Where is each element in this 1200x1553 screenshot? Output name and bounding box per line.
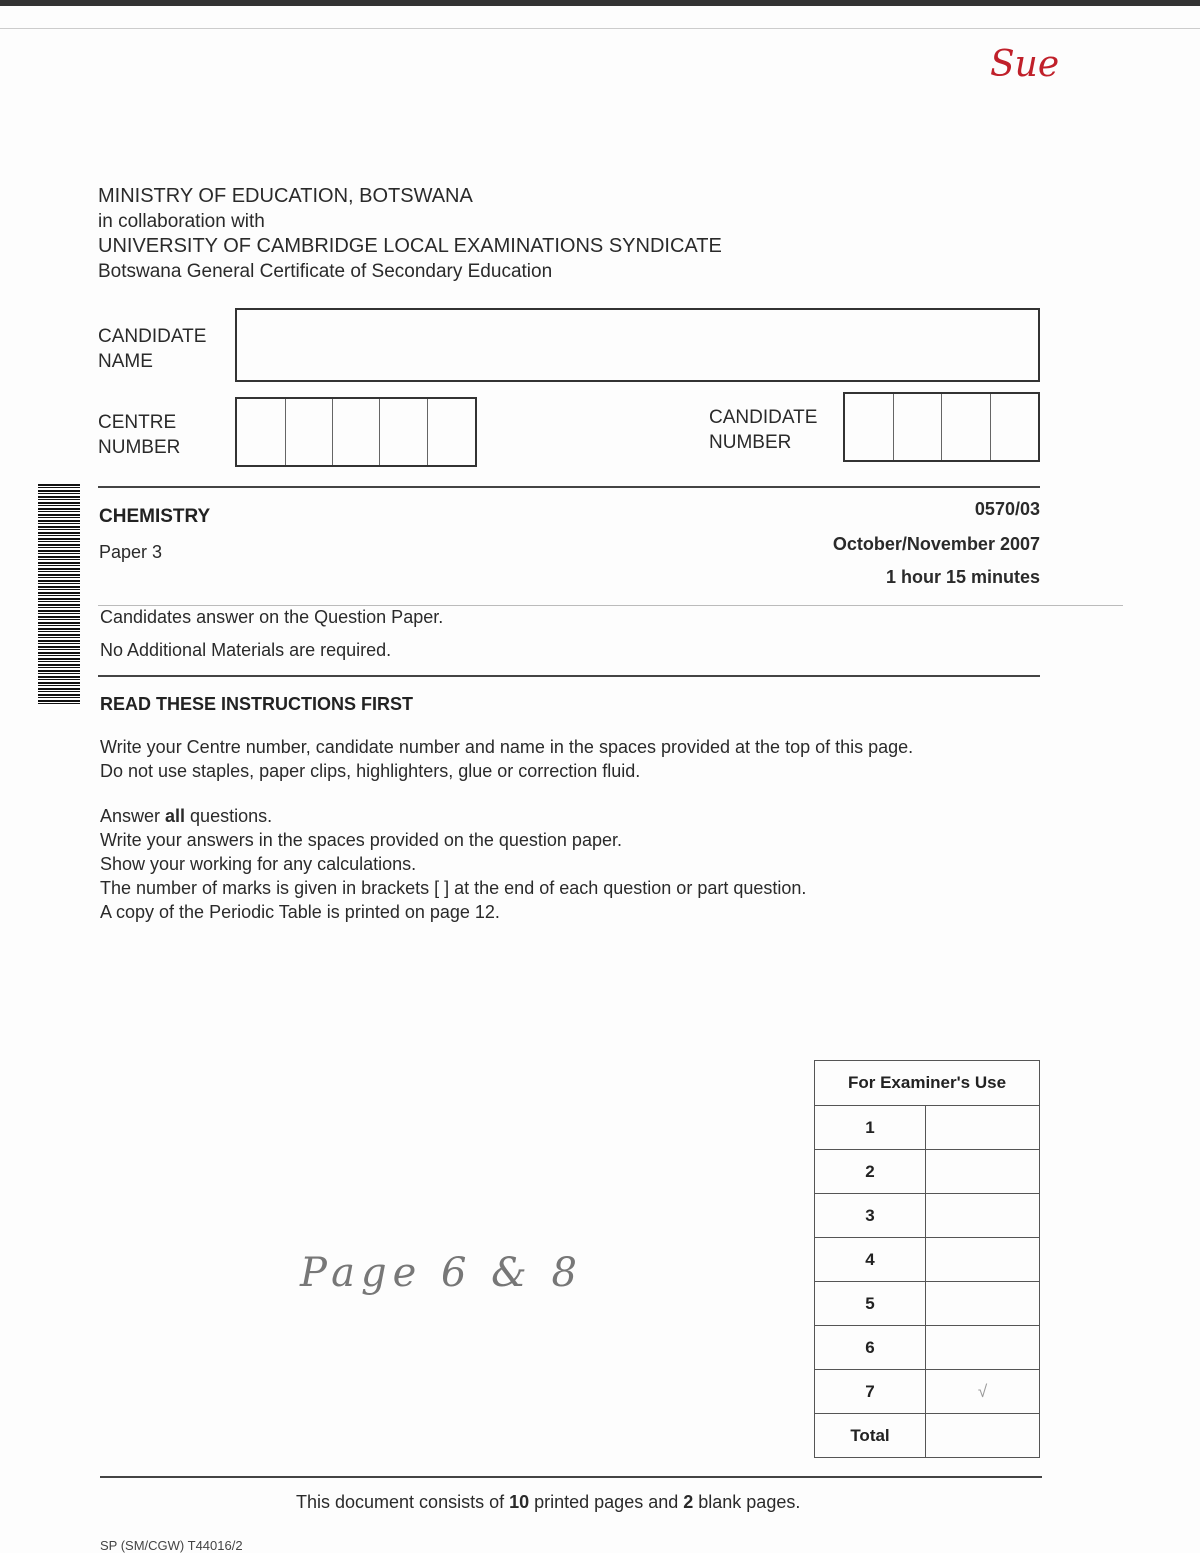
instruction-line: Show your working for any calculations.: [100, 854, 417, 874]
answer-all-pre: Answer: [100, 806, 166, 826]
instruction-line: Write your Centre number, candidate number and name in the spaces provided at the top of this page.: [100, 737, 914, 757]
table-row: [815, 1282, 1040, 1326]
candidate-number-label: [709, 405, 817, 455]
collaboration-line: in collaboration with: [98, 211, 265, 232]
centre-digit-divider: [285, 399, 286, 465]
mark-cell[interactable]: [926, 1194, 1040, 1238]
instructions-block-2: [100, 804, 806, 924]
materials-line-2: No Additional Materials are required.: [100, 640, 392, 660]
answer-all-bold: all: [165, 806, 186, 826]
total-label: Total: [815, 1414, 926, 1458]
question-number: 3: [815, 1194, 926, 1238]
candidate-number-label-line1: CANDIDATE: [709, 407, 818, 428]
materials-line-1: Candidates answer on the Question Paper.: [100, 607, 444, 627]
centre-number-label: [98, 410, 180, 460]
subject-title: CHEMISTRY: [99, 506, 211, 527]
question-number: 7: [815, 1370, 926, 1414]
scan-top-edge: [0, 0, 1200, 6]
table-row: [815, 1326, 1040, 1370]
divider-footer: [100, 1476, 1042, 1478]
blank-pages-count: 2: [683, 1492, 694, 1512]
handwritten-page-note: Page 6 & 8: [300, 1250, 583, 1296]
candidate-digit-divider: [941, 394, 942, 460]
document-code: SP (SM/CGW) T44016/2: [100, 1538, 243, 1553]
paper-code: 0570/03: [974, 499, 1040, 519]
candidate-name-label: [98, 324, 206, 374]
mark-cell[interactable]: [926, 1150, 1040, 1194]
table-row: [815, 1194, 1040, 1238]
table-row-total: [815, 1414, 1040, 1458]
paper-number: Paper 3: [99, 542, 163, 562]
total-mark-cell[interactable]: [926, 1414, 1040, 1458]
centre-number-label-line2: NUMBER: [98, 437, 181, 458]
divider-top: [98, 486, 1040, 488]
page-count-post: blank pages.: [693, 1492, 801, 1512]
candidate-number-field[interactable]: [843, 392, 1040, 462]
syndicate-line: UNIVERSITY OF CAMBRIDGE LOCAL EXAMINATIONS SYNDICATE: [98, 235, 722, 257]
centre-digit-divider: [379, 399, 380, 465]
ministry-line: MINISTRY OF EDUCATION, BOTSWANA: [98, 185, 473, 207]
barcode: [38, 484, 80, 706]
exam-session: October/November 2007: [832, 534, 1040, 554]
handwritten-initials: Sue: [990, 44, 1060, 85]
table-row: [815, 1106, 1040, 1150]
exam-duration: 1 hour 15 minutes: [885, 567, 1040, 587]
candidate-digit-divider: [893, 394, 894, 460]
mark-cell[interactable]: √: [926, 1370, 1040, 1414]
instruction-line: Write your answers in the spaces provided on the question paper.: [100, 830, 622, 850]
examiners-use-title: For Examiner's Use: [815, 1061, 1040, 1106]
table-row: [815, 1238, 1040, 1282]
question-number: 5: [815, 1282, 926, 1326]
instruction-line: Do not use staples, paper clips, highlighters, glue or correction fluid.: [100, 761, 641, 781]
mark-cell[interactable]: [926, 1238, 1040, 1282]
mark-cell[interactable]: [926, 1326, 1040, 1370]
mark-cell[interactable]: [926, 1282, 1040, 1326]
instruction-line: A copy of the Periodic Table is printed on page 12.: [100, 902, 500, 922]
question-number: 4: [815, 1238, 926, 1282]
question-number: 1: [815, 1106, 926, 1150]
mark-cell[interactable]: [926, 1106, 1040, 1150]
candidate-name-label-line1: CANDIDATE: [98, 326, 207, 347]
centre-number-field[interactable]: [235, 397, 477, 467]
question-number: 6: [815, 1326, 926, 1370]
page-count-pre: This document consists of: [296, 1492, 510, 1512]
page-count-mid: printed pages and: [529, 1492, 684, 1512]
page-count-note: [296, 1490, 800, 1514]
candidate-digit-divider: [990, 394, 991, 460]
instructions-block-1: [100, 735, 913, 783]
centre-digit-divider: [332, 399, 333, 465]
instruction-line: The number of marks is given in brackets [ ] at the end of each question or part question.: [100, 878, 807, 898]
header-block: [98, 184, 722, 284]
instructions-title: READ THESE INSTRUCTIONS FIRST: [100, 694, 414, 714]
table-row: [815, 1370, 1040, 1414]
centre-number-label-line1: CENTRE: [98, 412, 177, 433]
examiners-use-table: [814, 1060, 1040, 1458]
divider-instructions: [98, 675, 1040, 677]
centre-digit-divider: [427, 399, 428, 465]
scan-edge-line: [0, 28, 1200, 29]
table-row: [815, 1150, 1040, 1194]
candidate-name-field[interactable]: [235, 308, 1040, 382]
candidate-number-label-line2: NUMBER: [709, 432, 792, 453]
answer-all-post: questions.: [185, 806, 273, 826]
question-number: 2: [815, 1150, 926, 1194]
certificate-line: Botswana General Certificate of Secondary Education: [98, 261, 553, 282]
candidate-name-label-line2: NAME: [98, 351, 153, 372]
printed-pages-count: 10: [509, 1492, 530, 1512]
instruction-line: [100, 804, 806, 828]
